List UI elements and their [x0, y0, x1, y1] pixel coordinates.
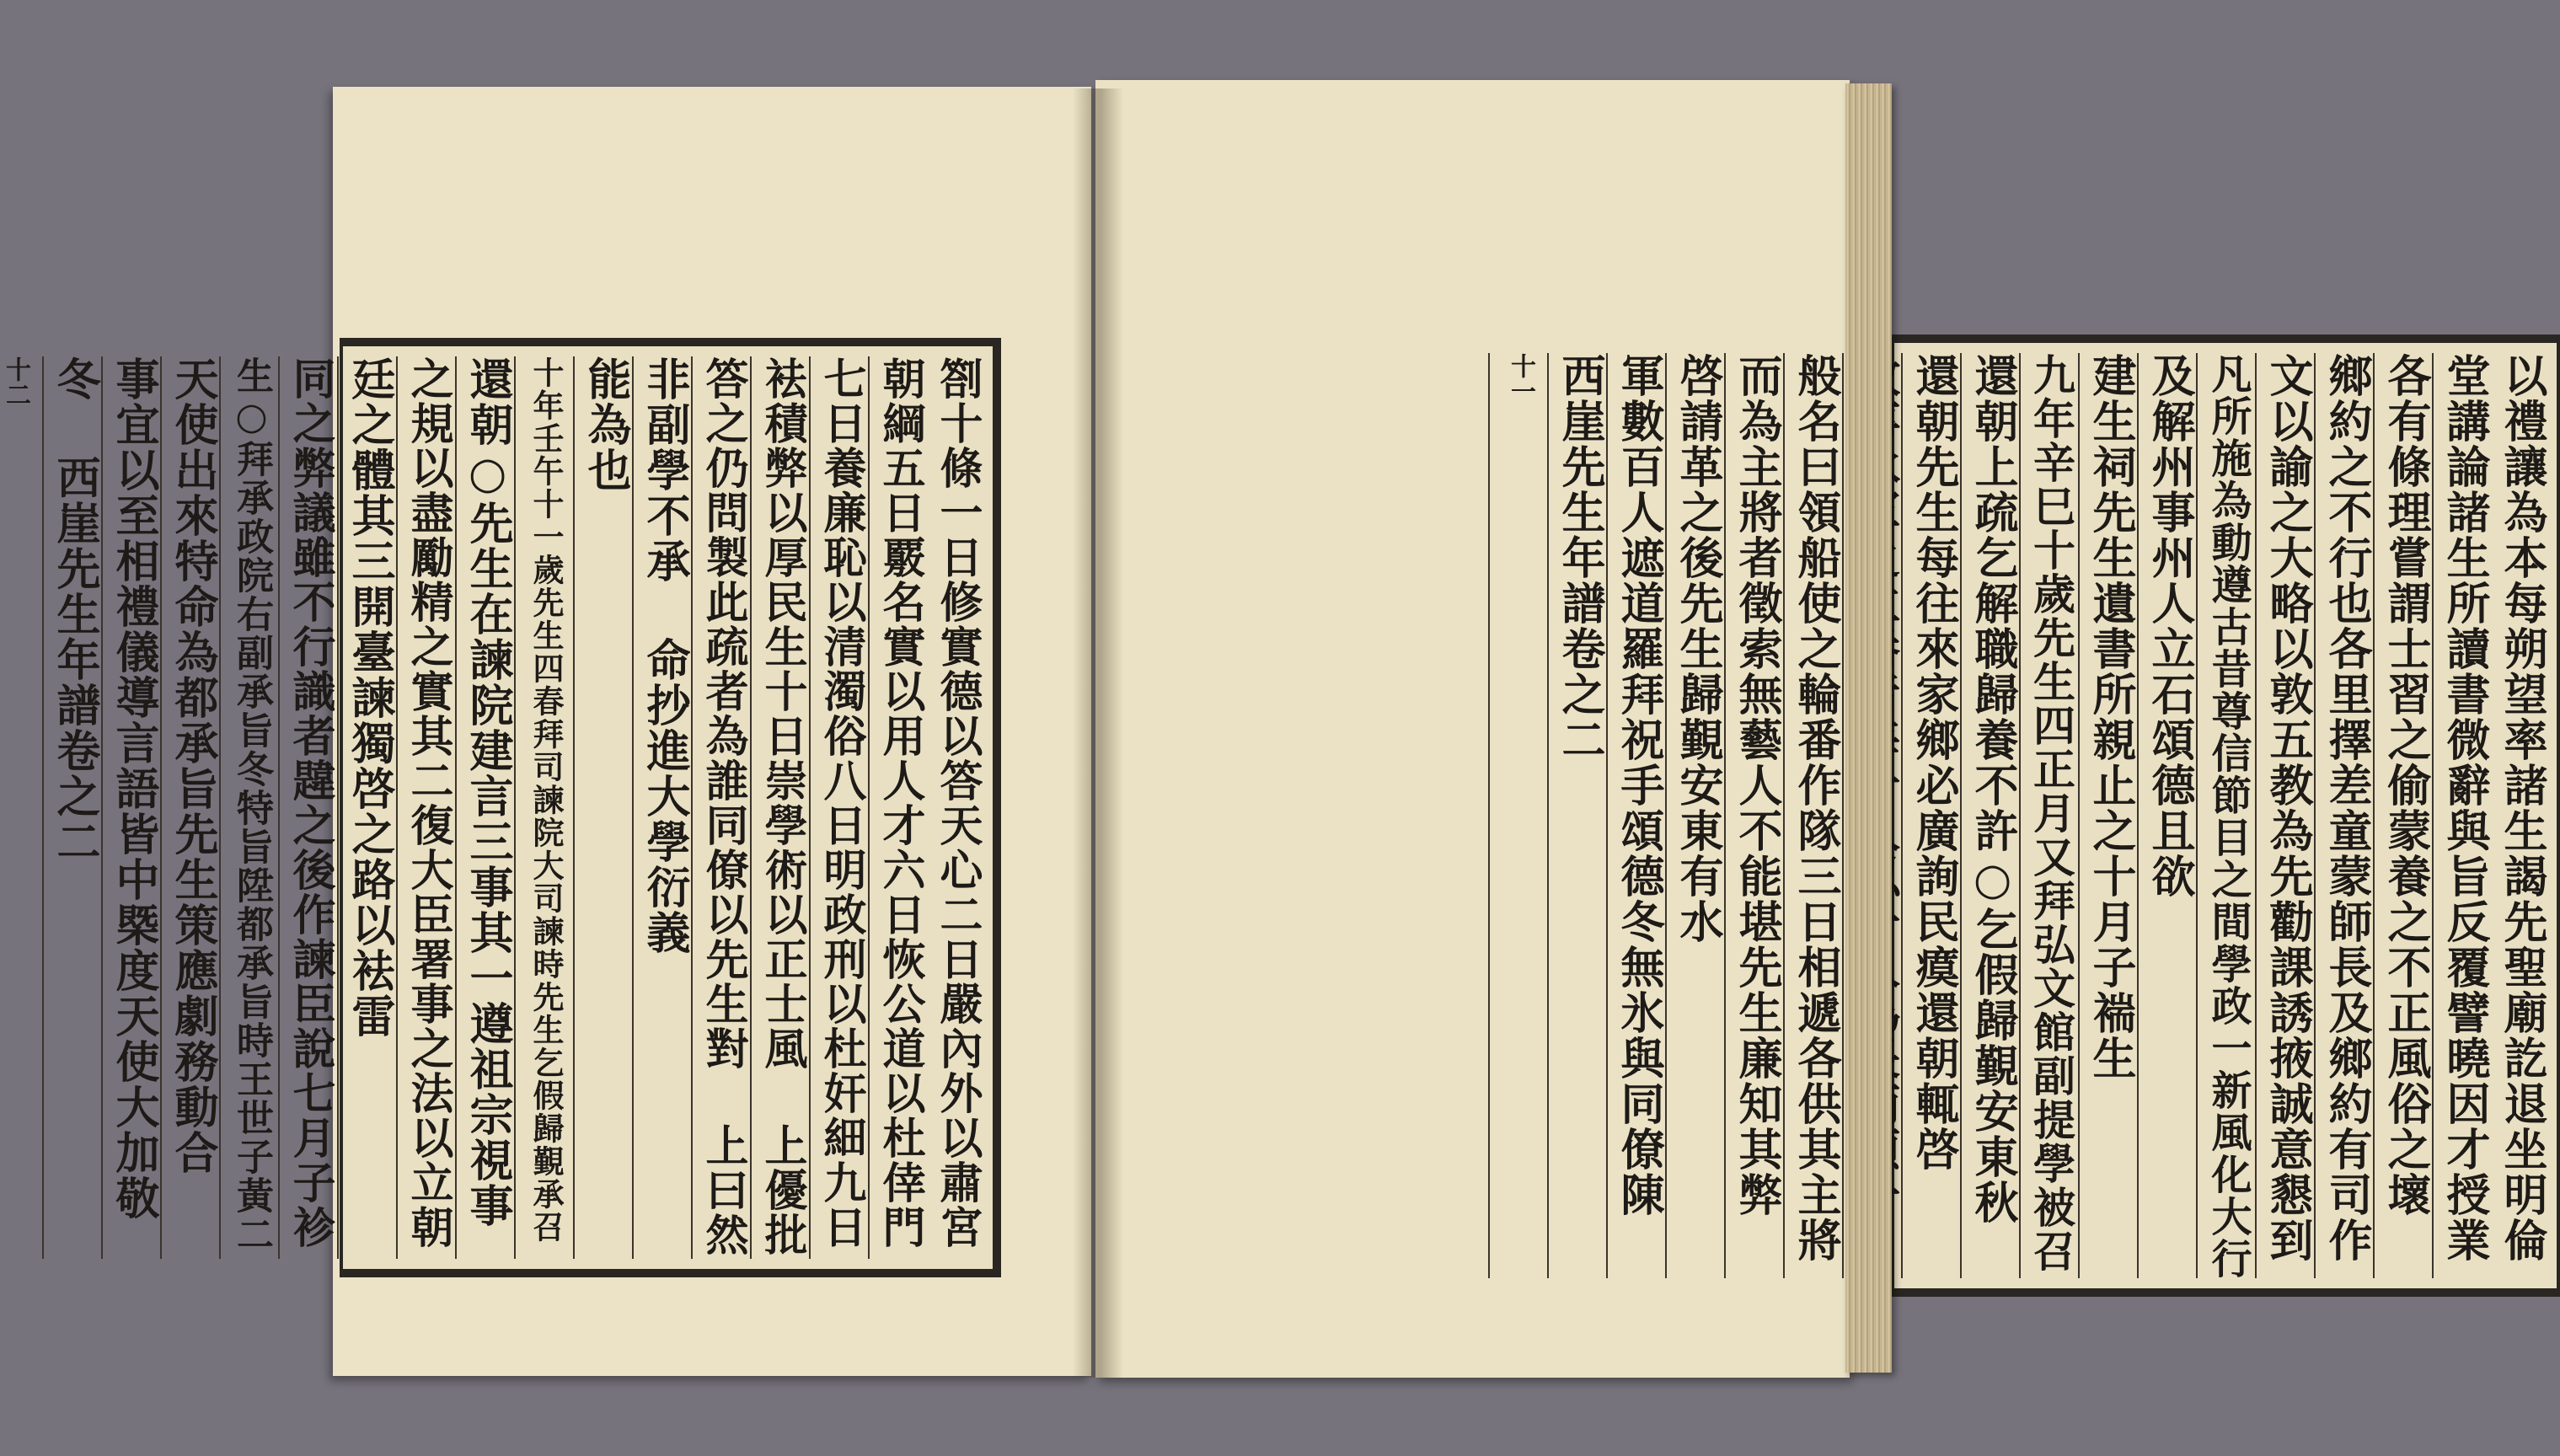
- right-folio: 十一: [1488, 353, 1547, 1278]
- left-running-head: 冬 西崖先生年譜卷之二: [42, 356, 101, 1259]
- left-text-column: 答之仍問製此疏者為誰同僚以先生對 上曰然: [691, 356, 750, 1259]
- open-book: [1, 80, 2547, 1382]
- right-text-column: 還朝先生每往來家鄉必廣詢民瘼還朝輒啓: [1901, 353, 1960, 1278]
- right-text-column: 般名曰領船使之輪番作隊三日相遞各供其主將: [1783, 353, 1842, 1278]
- right-text-column: 堂講論諸生所讀書微辭與旨反覆譬曉因才授業: [2432, 353, 2491, 1278]
- right-text-column: 九年辛巳十歲先生四正月又拜弘文館副提學被召: [2019, 353, 2078, 1278]
- right-text-column: 而為主將者徵索無藝人不能堪先生廉知其弊: [1724, 353, 1783, 1278]
- right-page: [1095, 80, 2547, 1378]
- right-text-column: 以禮讓為本每朔望率諸生謁先聖廟訖退坐明倫: [2496, 353, 2547, 1263]
- left-text-column: 生○拜承政院右副承旨冬特旨陞都承旨時王世子黃二: [219, 356, 278, 1259]
- left-folio: 十二: [0, 356, 42, 1259]
- left-text-column: 之規以盡勵精之實其二復大臣署事之法以立朝: [396, 356, 455, 1259]
- left-text-frame: [1, 338, 1001, 1277]
- right-text-column: 軍數百人遮道羅拜祝手頌德冬無氷與同僚陳: [1606, 353, 1665, 1278]
- left-page: [1, 87, 1091, 1376]
- left-columns: [1, 356, 984, 1259]
- right-text-column: 各有條理嘗謂士習之偷蒙養之不正風俗之壞: [2373, 353, 2432, 1278]
- right-text-column: 及解州事州人立石頌德且欲: [2137, 353, 2196, 1278]
- right-text-column: 建生祠先生遺書所親止之十月子褍生: [2078, 353, 2137, 1278]
- left-text-column: 同之弊議雖不行識者韙之後作諫臣說七月子袗: [278, 356, 337, 1259]
- right-text-column: 文以諭之大略以敦五教為先勸課誘掖誠意懇到: [2255, 353, 2314, 1278]
- left-text-column: 十年壬午十一歲先生四春拜司諫院大司諫時先生乞假歸覲承召: [514, 356, 573, 1259]
- left-text-column: 非副學不承 命抄進大學衍義: [632, 356, 691, 1259]
- left-text-column: 七日養廉恥以清濁俗八日明政刑以杜奸細九日: [809, 356, 868, 1259]
- right-running-head: 西崖先生年譜卷之二: [1547, 353, 1606, 1278]
- page-edges: [1845, 83, 1892, 1373]
- right-text-column: 還朝上疏乞解職歸養不許○乞假歸覲安東秋: [1960, 353, 2019, 1278]
- left-text-column: 天使出來特命為都承旨先生策應劇務動合: [160, 356, 219, 1259]
- left-text-column: 廷之體其三開臺諫獨啓之路以袪雷: [337, 356, 396, 1259]
- left-text-column: 劄十條一日修實德以答天心二日嚴內外以肅宮: [932, 356, 983, 1250]
- left-text-column: 還朝○先生在諫院建言三事其一遵祖宗視事: [455, 356, 514, 1259]
- right-text-column: 啓請革之後先生歸覲安東有水: [1665, 353, 1724, 1278]
- left-text-column: 朝綱五日覈名實以用人才六日恢公道以杜倖門: [868, 356, 927, 1259]
- right-text-frame: [1506, 335, 2560, 1297]
- right-text-column: 鄉約之不行也各里擇差童蒙師長及鄉約有司作: [2314, 353, 2373, 1278]
- left-text-column: 袪積弊以厚民生十日崇學術以正士風 上優批: [750, 356, 809, 1259]
- right-text-column: 凡所施為動遵古昔尊信節目之間學政一新風化大行: [2196, 353, 2255, 1278]
- right-columns: [1506, 353, 2548, 1280]
- book-spine: [1073, 88, 1123, 1378]
- left-text-column: 事宜以至相禮儀導言語皆中槩度天使大加敬: [101, 356, 160, 1259]
- left-text-column: 能為也: [573, 356, 632, 1259]
